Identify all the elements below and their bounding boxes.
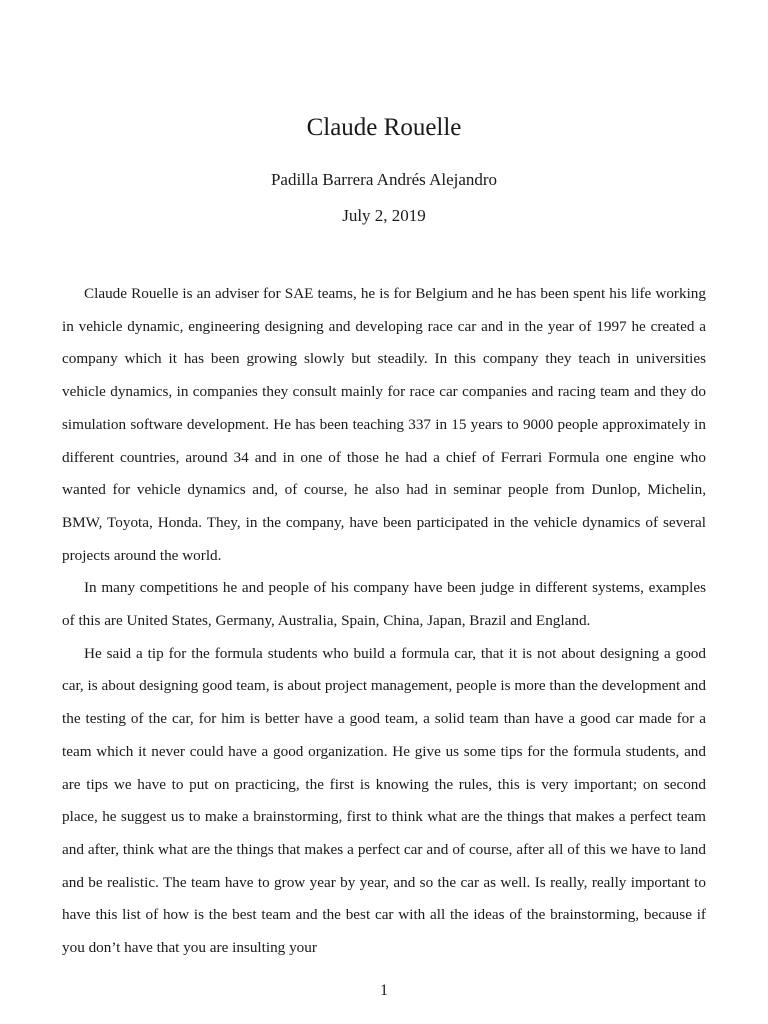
paragraph: In many competitions he and people of his company have been judge in different systems, examples of this are United States, Germany, Australia, Spain, China, Japan, Brazil and England. xyxy=(62,579,706,630)
document-author: Padilla Barrera Andrés Alejandro xyxy=(270,170,498,189)
paragraph: Claude Rouelle is an adviser for SAE teams, he is for Belgium and he has been spent his life working in vehicle dynamic, engineering designing and developing race car and in the year of 1997 he created a company which it has been growing slowly but steadily. In this company they teach in universities vehicle dynamics, in companies they consult mainly for race car companies and racing team and they do simulation software development. He has been teaching 337 in 15 years to 9000 people approximately in different countries, around 34 and in one of those he had a chief of Ferrari Formula one engine who wanted for vehicle dynamics and, of course, he also had in seminar people from Dunlop, Michelin, BMW, Toyota, Honda. They, in the company, have been participated in the vehicle dynamics of several projects around the world. xyxy=(62,285,706,564)
paragraph: He said a tip for the formula students who build a formula car, that it is not about designing a good car, is about designing good team, is about project management, people is more than the development and the testing of the car, for him is better have a good team, a solid team than have a good car made for a team which it never could have a good organization. He give us some tips for the formula students, and are tips we have to put on practicing, the first is knowing the rules, this is very important; on second place, he suggest us to make a brainstorming, first to think what are the things that makes a perfect team and after, think what are the things that makes a perfect car and of course, after all of this we have to land and be realistic. The team have to grow year by year, and so the car as well. Is really, really important to have this list of how is the best team and the best car with all the ideas of the brainstorming, because if you don’t have that you are insulting your xyxy=(62,644,706,957)
document-date: July 2, 2019 xyxy=(342,206,426,225)
page-number: 1 xyxy=(380,982,388,999)
document-title: Claude Rouelle xyxy=(306,114,462,141)
document-body xyxy=(62,278,706,965)
